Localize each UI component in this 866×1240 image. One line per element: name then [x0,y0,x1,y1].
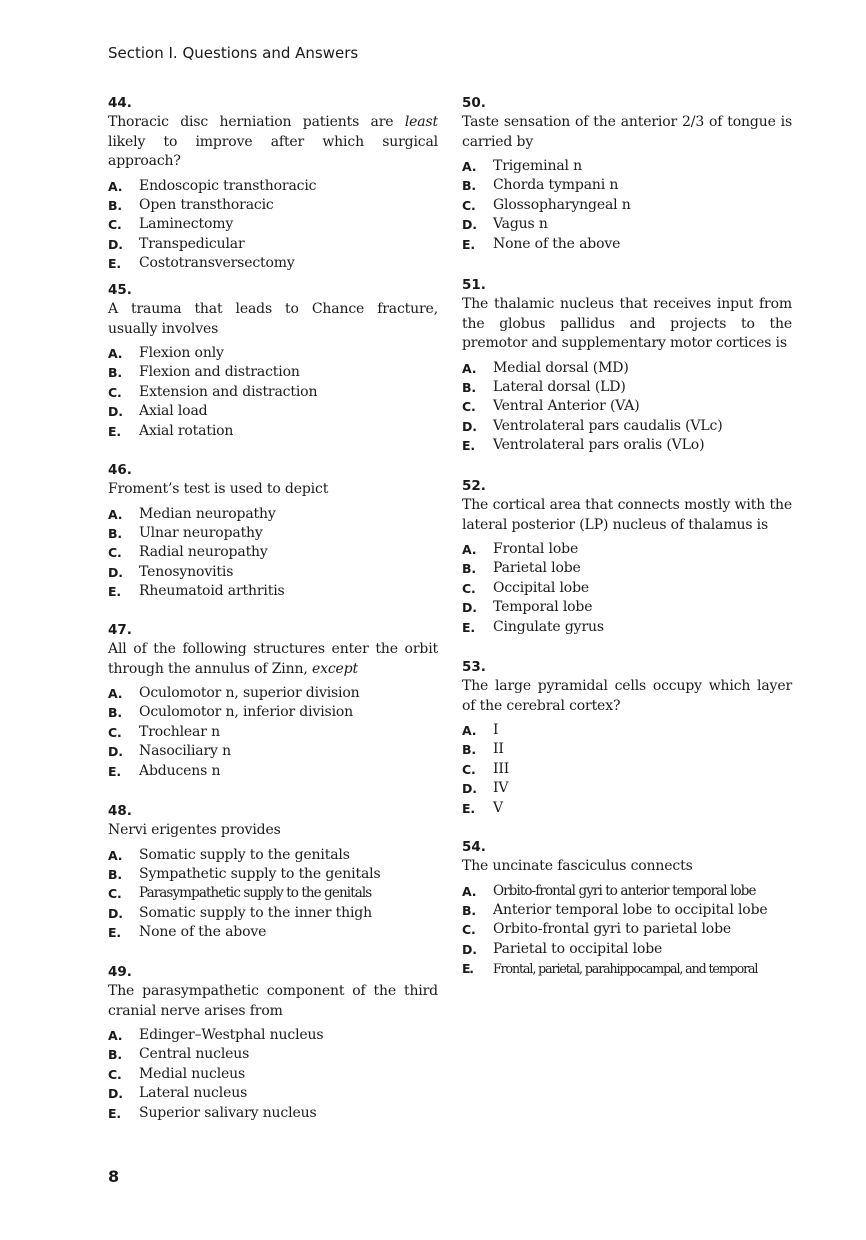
answer-options [108,1026,438,1123]
option-d: D. IV [462,780,509,797]
option-c: C. Occipital lobe [462,579,590,596]
question-number: 50. [462,95,486,111]
option-a: A. I [462,722,499,738]
option-b: B. Central nucleus [108,1046,250,1063]
question-52 [462,477,792,658]
answer-options [462,540,792,637]
option-a: A. Flexion only [108,345,224,361]
question-stem: Froment’s test is used to depict [108,481,329,497]
question-46 [108,461,438,621]
answer-options [108,846,438,943]
option-a: A. Median neuropathy [108,505,276,522]
option-c: C. Ventral Anterior (VA) [462,398,640,415]
option-c: C. Laminectomy [108,216,234,233]
option-d: D. Ventrolateral pars caudalis (VLc) [462,417,723,434]
emphasis: least [404,114,438,130]
question-number: 49. [108,964,132,980]
option-e: E. Ventrolateral pars oralis (VLo) [462,437,705,454]
option-c: C. Medial nucleus [108,1065,246,1082]
question-number: 48. [108,803,132,819]
question-number: 44. [108,95,132,111]
option-c: C. III [462,760,510,777]
page-number: 8 [108,1167,120,1186]
question-stem: The cortical area that connects mostly with the lateral posterior (LP) nucleus of thalamus is [462,497,792,533]
answer-options [108,177,438,274]
answer-options [462,359,792,456]
question-45 [108,281,438,461]
question-51 [462,276,792,477]
option-d: D. Parietal to occipital lobe [462,940,663,957]
question-47 [108,621,438,802]
question-53 [462,658,792,838]
option-c: C. Extension and distraction [108,383,318,400]
question-number: 47. [108,622,132,638]
option-d: D. Somatic supply to the inner thigh [108,904,372,921]
answer-options [108,684,438,781]
question-stem: Taste sensation of the anterior 2/3 of tongue is carried by [462,114,792,150]
option-c: C. Parasympathetic supply to the genitals [108,885,372,902]
option-b: B. Open transthoracic [108,196,274,213]
question-number: 52. [462,478,486,494]
option-d: D. Temporal lobe [462,599,593,616]
option-e: E. None of the above [108,924,267,941]
option-e: E. V [462,799,503,816]
option-a: A. Oculomotor n, superior division [108,685,360,701]
question-stem: Thoracic disc herniation patients are least likely to improve after which surgical approach? [108,114,438,169]
option-a: A. Somatic supply to the genitals [108,846,350,863]
question-stem: The thalamic nucleus that receives input from the globus pallidus and projects to the premotor and supplementary motor cortices is [462,296,792,351]
question-number: 45. [108,282,132,298]
question-50 [462,94,792,276]
question-number: 51. [462,277,486,293]
option-a: A. Edinger–Westphal nucleus [108,1027,324,1043]
emphasis: except [311,660,358,677]
question-stem: All of the following structures enter the orbit through the annulus of Zinn, except [108,641,438,677]
option-e: E. None of the above [462,235,621,252]
question-number: 53. [462,659,486,675]
question-number: 46. [108,462,132,478]
option-d: D. Vagus n [462,216,548,233]
question-48 [108,802,438,963]
option-c: C. Trochlear n [108,723,220,740]
answer-options [462,721,792,818]
option-b: B. Oculomotor n, inferior division [108,704,354,721]
question-54 [462,838,792,979]
question-44 [108,94,438,281]
question-stem: The parasympathetic component of the third cranial nerve arises from [108,983,438,1019]
option-e: E. Cingulate gyrus [462,618,604,635]
option-b: B. Ulnar neuropathy [108,524,263,541]
option-d: D. Nasociliary n [108,743,231,760]
option-b: B. Sympathetic supply to the genitals [108,865,381,882]
option-d: D. Lateral nucleus [108,1085,248,1102]
question-number: 54. [462,839,486,855]
answer-options [108,505,438,602]
question-stem: The uncinate fasciculus connects [462,858,693,874]
option-a: A. Orbito-frontal gyri to anterior temporal lobe [462,882,756,899]
option-a: A. Endoscopic transthoracic [108,177,317,194]
option-e: E. Costotransversectomy [108,255,295,272]
option-c: C. Orbito-frontal gyri to parietal lobe [462,921,732,938]
option-a: A. Frontal lobe [462,541,579,557]
answer-options [462,157,792,254]
question-stem: A trauma that leads to Chance fracture, usually involves [108,301,438,337]
option-d: D. Transpedicular [108,235,245,252]
question-stem: Nervi erigentes provides [108,822,281,838]
option-c: C. Radial neuropathy [108,544,268,561]
option-d: D. Axial load [108,403,208,420]
option-e: E. Abducens n [108,762,221,779]
option-a: A. Medial dorsal (MD) [462,359,629,376]
answer-options [108,344,438,441]
option-b: B. Flexion and distraction [108,364,300,381]
answer-options [462,882,792,979]
option-c: C. Glossopharyngeal n [462,196,631,213]
section-header: Section I. Questions and Answers [108,44,359,62]
option-a: A. Trigeminal n [462,158,583,174]
option-b: B. Anterior temporal lobe to occipital lobe [462,901,768,918]
option-b: B. Chorda tympani n [462,177,619,194]
option-b: B. II [462,741,504,758]
option-d: D. Tenosynovitis [108,563,234,580]
right-column [462,94,792,979]
question-49 [108,963,438,1123]
option-e: E. Superior salivary nucleus [108,1104,317,1121]
option-b: B. Lateral dorsal (LD) [462,378,626,395]
option-b: B. Parietal lobe [462,560,581,577]
option-e: E. Axial rotation [108,422,234,439]
left-column [108,94,438,1123]
option-e: E. Rheumatoid arthritis [108,583,285,600]
option-e: E. Frontal, parietal, parahippocampal, and temporal [462,961,758,977]
question-stem: The large pyramidal cells occupy which layer of the cerebral cortex? [462,678,792,714]
